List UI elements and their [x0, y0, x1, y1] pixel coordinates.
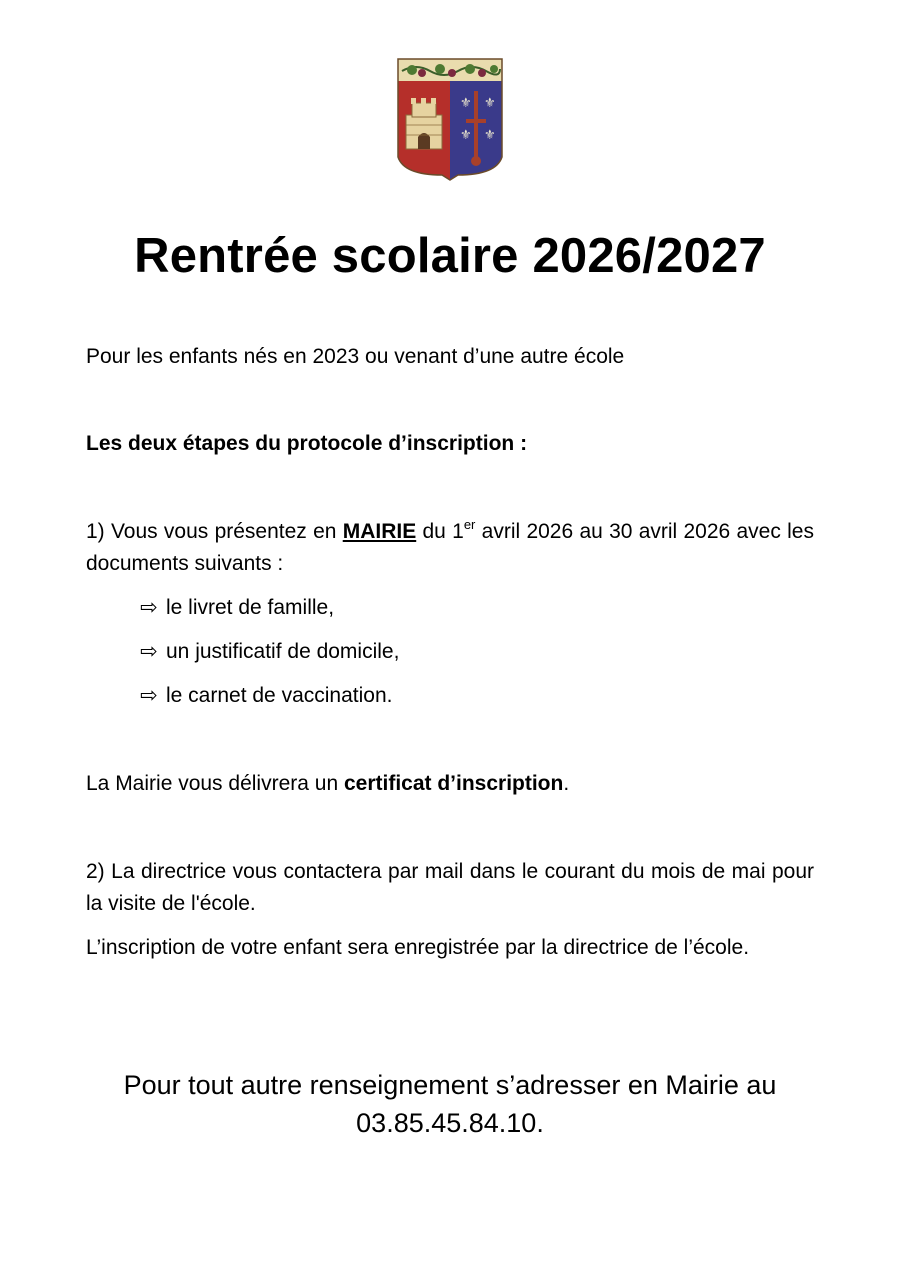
- phone-number: 03.85.45.84.10.: [356, 1108, 544, 1138]
- svg-text:⚜: ⚜: [460, 96, 472, 111]
- svg-text:⚜: ⚜: [484, 128, 496, 143]
- document-item-3: [140, 680, 392, 712]
- arrow-right-icon: ⇨: [140, 684, 158, 707]
- document-item-label: le livret de famille,: [166, 596, 335, 619]
- svg-text:⚜: ⚜: [484, 96, 496, 111]
- document-item-1: [140, 592, 334, 624]
- contact-footer: [60, 1066, 840, 1142]
- document-item-label: un justificatif de domicile,: [166, 640, 400, 663]
- steps-heading: Les deux étapes du protocole d’inscription :: [86, 432, 528, 455]
- contact-text: Pour tout autre renseignement s’adresser en Mairie au: [123, 1070, 777, 1100]
- coat-of-arms-logo: [396, 57, 504, 181]
- certificate-prefix: La Mairie vous délivrera un: [86, 772, 344, 795]
- step-1-prefix: 1) Vous vous présentez en: [86, 520, 343, 543]
- document-item-2: [140, 636, 399, 668]
- certificate-emphasis: certificat d’inscription: [343, 772, 564, 795]
- svg-text:⚜: ⚜: [460, 128, 472, 143]
- step-1-date-start: du 1: [416, 520, 464, 543]
- certificate-suffix: .: [563, 772, 570, 795]
- ordinal-superscript: er: [463, 517, 476, 532]
- step-1-paragraph: [86, 516, 814, 580]
- arrow-right-icon: ⇨: [140, 596, 158, 619]
- mairie-emphasis: MAIRIE: [342, 520, 417, 543]
- document-item-label: le carnet de vaccination.: [166, 684, 393, 707]
- arrow-right-icon: ⇨: [140, 640, 158, 663]
- intro-text: Pour les enfants nés en 2023 ou venant d’une autre école: [86, 345, 625, 368]
- certificate-paragraph: [86, 768, 814, 800]
- page-title: Rentrée scolaire 2026/2027: [134, 229, 766, 283]
- step-2-paragraph: 2) La directrice vous contactera par mail dans le courant du mois de mai pour la visite de l'école.: [86, 860, 814, 915]
- registration-text: L’inscription de votre enfant sera enregistrée par la directrice de l’école.: [86, 936, 750, 959]
- step-1-rest: avril 2026 au 30 avril 2026 avec les documents suivants :: [86, 520, 814, 575]
